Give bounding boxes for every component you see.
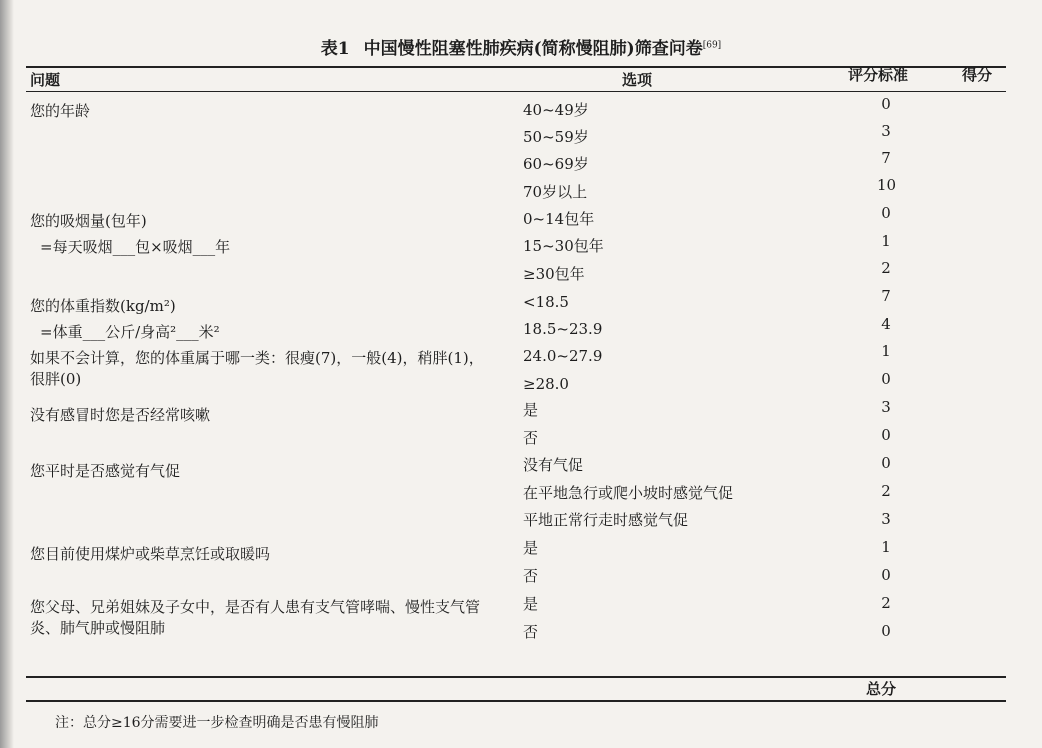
question-biomass-fuel: 您目前使用煤炉或柴草烹饪或取暖吗	[30, 545, 271, 563]
table-number: 表1	[320, 39, 350, 59]
option-label: 否	[523, 429, 539, 447]
page-binding-shadow	[0, 0, 14, 748]
option-label: 50~59岁	[523, 128, 589, 146]
table-footnote: 注：总分≥16分需要进一步检查明确是否患有慢阻肺	[55, 715, 379, 731]
option-label: 40~49岁	[523, 101, 589, 119]
table-bottom-rule	[26, 700, 1006, 702]
option-label: ≥28.0	[523, 375, 569, 393]
option-label: 是	[523, 595, 539, 613]
header-question: 问题	[30, 71, 61, 89]
option-label: 是	[523, 401, 539, 419]
header-score: 得分	[962, 66, 993, 84]
option-label: ≥30包年	[523, 265, 585, 283]
table-total-rule	[26, 676, 1006, 678]
option-score: 10	[877, 176, 897, 194]
option-score: 1	[881, 342, 891, 360]
option-score: 3	[881, 510, 891, 528]
option-label: 24.0~27.9	[523, 347, 603, 365]
option-score: 3	[881, 398, 891, 416]
table-reference: [69]	[702, 40, 722, 51]
question-smoking-formula: =每天吸烟___包×吸烟___年	[40, 238, 231, 256]
header-criteria: 评分标准	[848, 66, 909, 84]
option-score: 0	[881, 454, 891, 472]
option-label: 60~69岁	[523, 155, 589, 173]
option-score: 7	[881, 149, 891, 167]
question-smoking: 您的吸烟量(包年)	[30, 212, 147, 230]
option-score: 4	[881, 315, 891, 333]
option-score: 0	[881, 204, 891, 222]
option-score: 0	[881, 426, 891, 444]
option-label: 没有气促	[523, 456, 584, 474]
question-cough: 没有感冒时您是否经常咳嗽	[30, 406, 211, 424]
question-bmi: 您的体重指数(kg/m²)	[30, 297, 176, 315]
option-score: 0	[881, 566, 891, 584]
option-score: 0	[881, 95, 891, 113]
table-title	[0, 34, 1042, 59]
option-label: 平地正常行走时感觉气促	[523, 511, 689, 529]
question-age: 您的年龄	[30, 102, 91, 120]
total-score-label: 总分	[866, 680, 897, 698]
option-score: 0	[881, 370, 891, 388]
option-label: 否	[523, 567, 539, 585]
option-label: 是	[523, 539, 539, 557]
option-label: 在平地急行或爬小坡时感觉气促	[523, 484, 734, 502]
question-bmi-formula: =体重___公斤/身高²___米²	[40, 323, 220, 341]
option-score: 1	[881, 538, 891, 556]
table-header-rule	[26, 91, 1006, 92]
option-score: 3	[881, 122, 891, 140]
option-label: <18.5	[523, 293, 569, 311]
option-label: 否	[523, 623, 539, 641]
question-family-history: 您父母、兄弟姐妹及子女中，是否有人患有支气管哮喘、慢性支气管炎、肺气肿或慢阻肺	[30, 598, 481, 637]
question-breathless: 您平时是否感觉有气促	[30, 462, 181, 480]
option-score: 2	[881, 482, 891, 500]
question-bmi-alternative: 如果不会计算，您的体重属于哪一类：很瘦(7)，一般(4)，稍胖(1)，很胖(0)	[30, 349, 484, 388]
option-label: 0~14包年	[523, 210, 595, 228]
option-label: 70岁以上	[523, 183, 588, 201]
option-score: 2	[881, 594, 891, 612]
option-score: 1	[881, 232, 891, 250]
option-score: 2	[881, 259, 891, 277]
table-title-text: 中国慢性阻塞性肺疾病(简称慢阻肺)筛查问卷	[363, 39, 703, 59]
option-label: 18.5~23.9	[523, 320, 603, 338]
option-label: 15~30包年	[523, 237, 604, 255]
option-score: 7	[881, 287, 891, 305]
option-score: 0	[881, 622, 891, 640]
header-option: 选项	[622, 71, 653, 89]
